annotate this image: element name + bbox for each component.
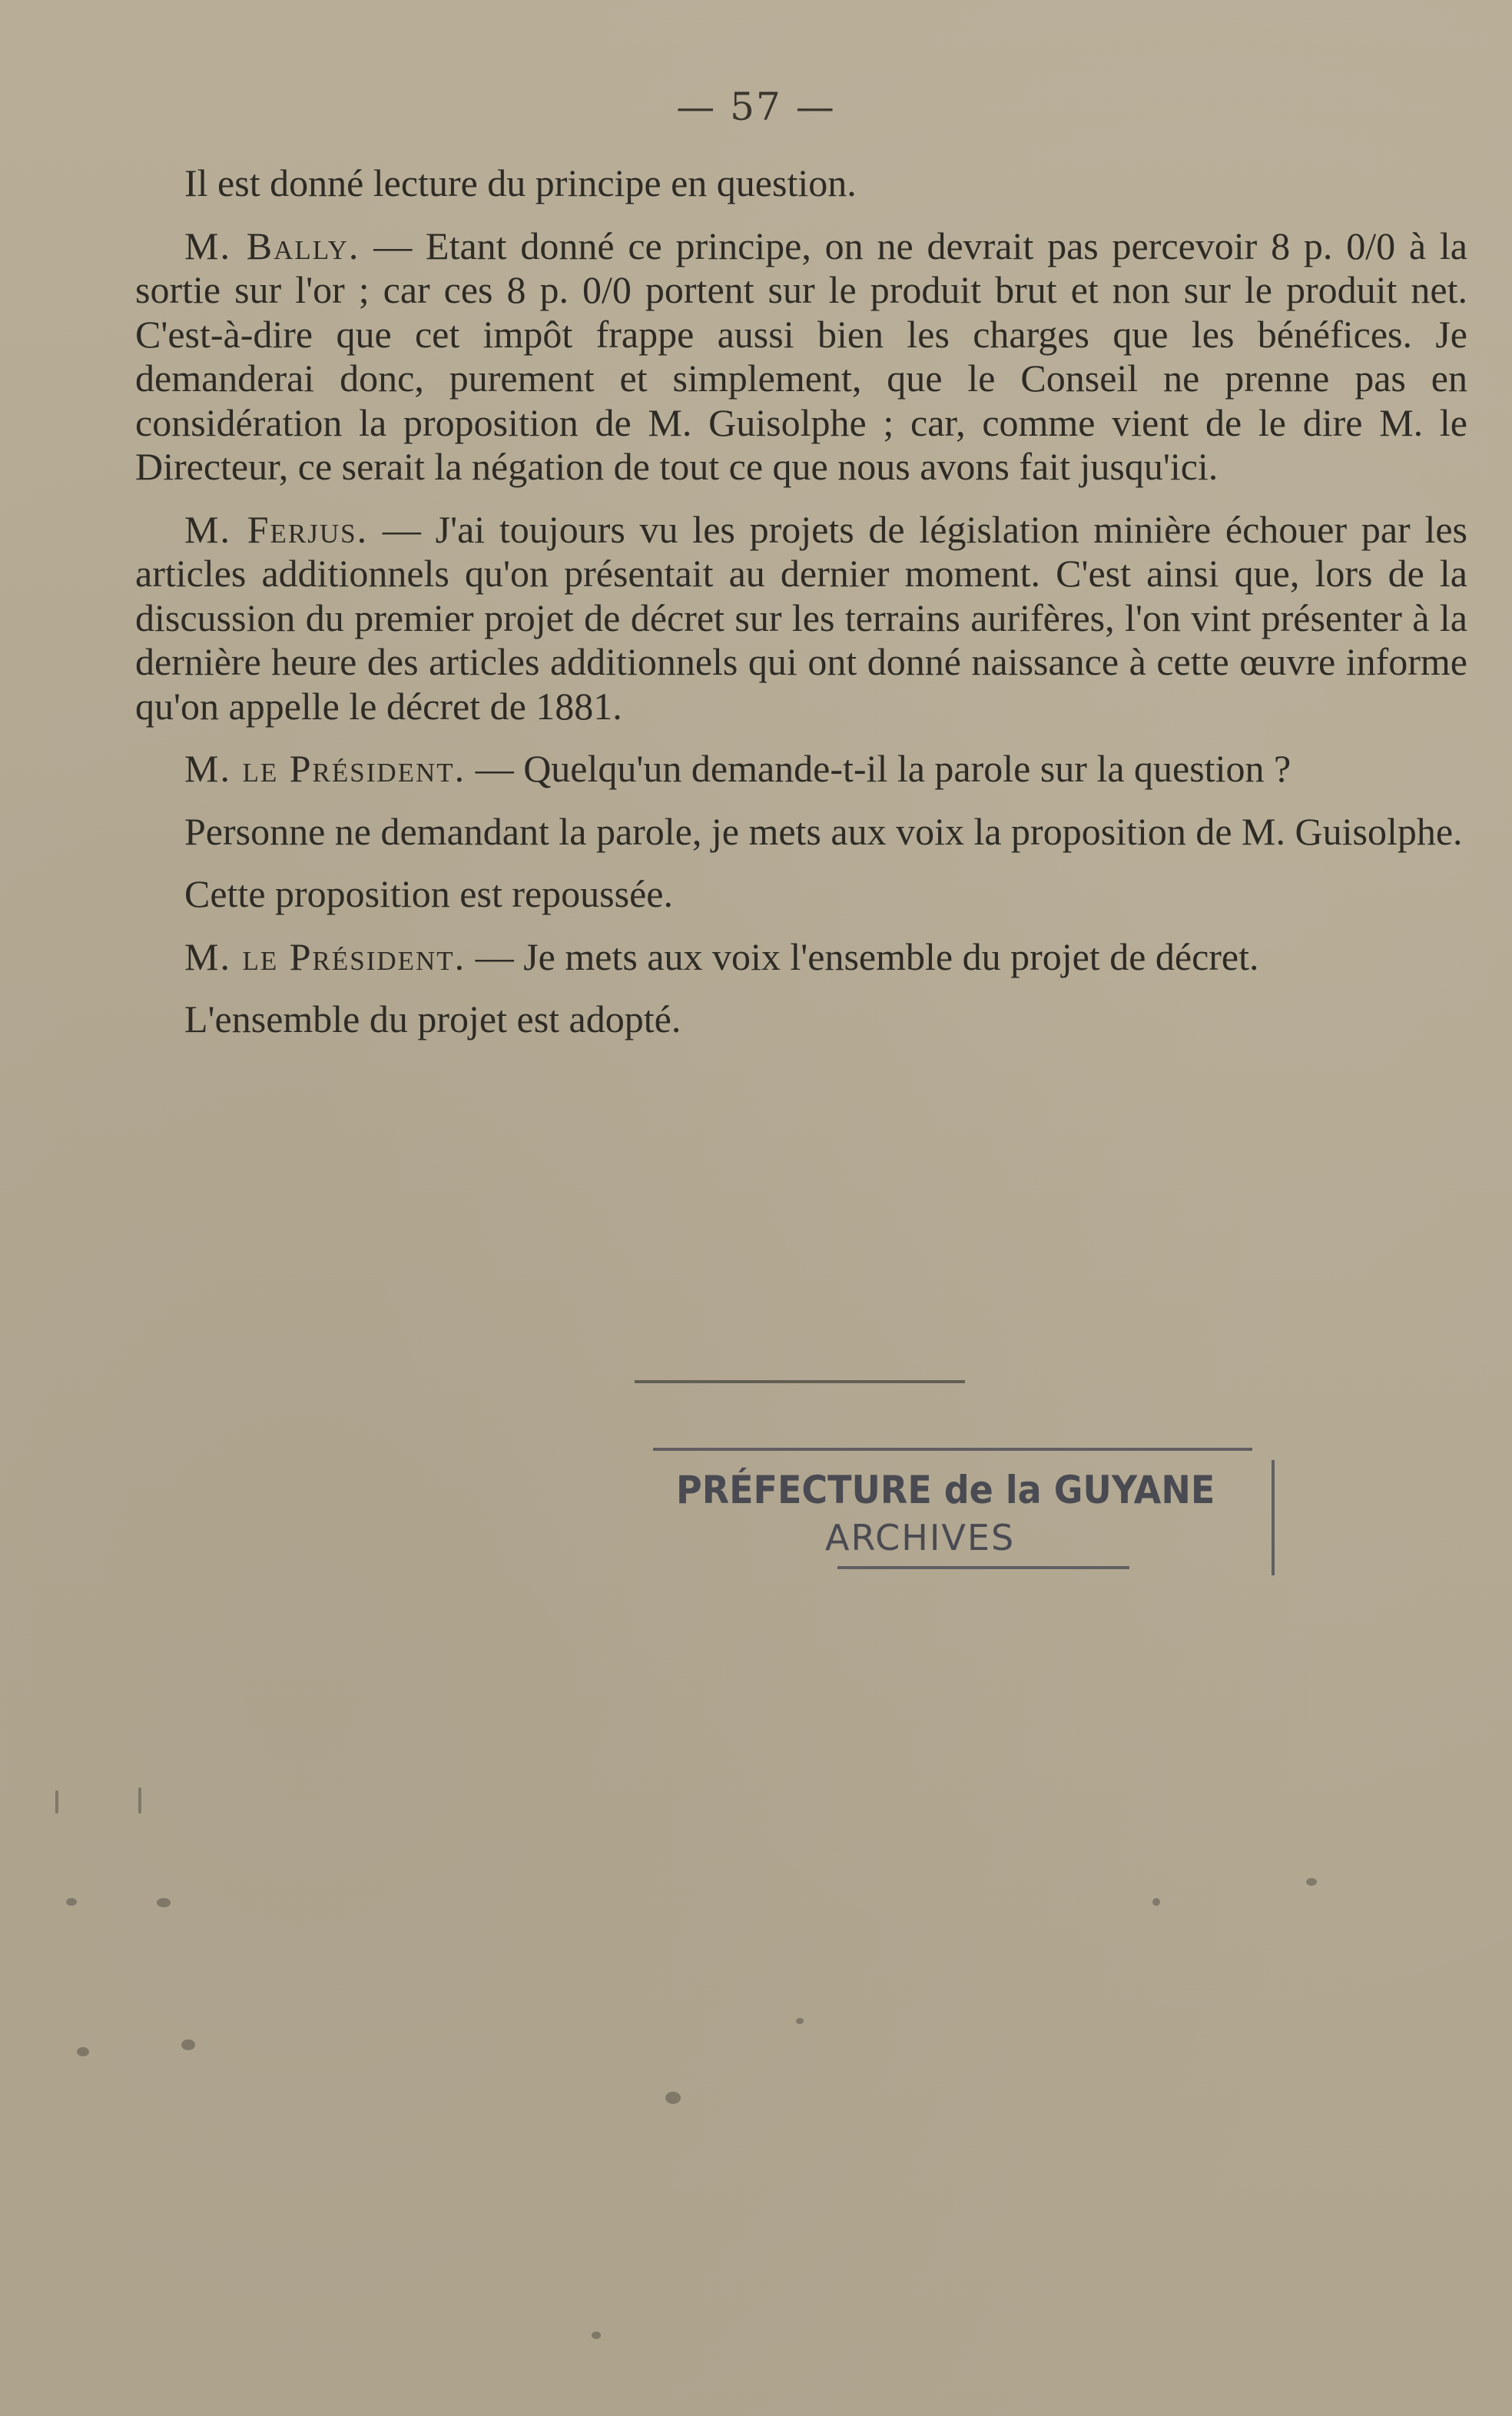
paragraph-text: L'ensemble du projet est adopté.: [184, 997, 681, 1040]
paragraph: [135, 224, 1467, 490]
speaker-name: M. le Président.: [184, 747, 466, 790]
stamp-archives-text: ARCHIVES: [825, 1517, 1016, 1558]
stamp-border-right: [1272, 1460, 1275, 1575]
paragraph-text: — Quelqu'un demande-t-il la parole sur la question ?: [466, 747, 1292, 790]
paragraph-text: Personne ne demandant la parole, je mets aux voix la proposition de M. Guisolphe.: [184, 809, 1463, 853]
stamp-border-top: [653, 1448, 1252, 1451]
separator-rule: [635, 1380, 965, 1383]
paper-speck: [181, 2039, 195, 2050]
paragraph: [135, 872, 1467, 917]
paragraph-text: — Je mets aux voix l'ensemble du projet de décret.: [466, 934, 1259, 978]
paragraph: [135, 747, 1467, 792]
paper-speck: [1152, 1898, 1160, 1906]
paper-speck: [592, 2331, 601, 2339]
archive-stamp: [645, 1440, 1283, 1594]
paragraph-text: — J'ai toujours vu les projets de législation minière échouer par les articles additionnels qu'on présentait au dernier moment. C'est ainsi que, lors de la discussion du premier projet de décret sur les terrains aurifères, l'on vint présenter à la dernière heure des articles additionnels qui ont donné naissance à cette œuvre informe qu'on appelle le décret de 1881.: [135, 507, 1467, 728]
paper-speck: [55, 1790, 58, 1814]
stamp-border-bottom: [837, 1566, 1129, 1569]
paper-speck: [77, 2047, 89, 2056]
paragraph: [135, 161, 1467, 206]
paragraph-text: Cette proposition est repoussée.: [184, 872, 673, 915]
paper-speck: [796, 2018, 804, 2024]
paragraph-text: Il est donné lecture du principe en question.: [184, 161, 857, 204]
paper-speck: [138, 1787, 141, 1814]
body-text: [135, 161, 1467, 1060]
paragraph: [135, 997, 1467, 1042]
paragraph: [135, 508, 1467, 729]
paper-speck: [665, 2092, 681, 2104]
paper-speck: [157, 1898, 171, 1907]
speaker-name: M. le Président.: [184, 934, 466, 978]
paragraph: [135, 810, 1467, 855]
stamp-prefecture-text: PRÉFECTURE de la GUYANE: [676, 1468, 1215, 1512]
paragraph-text: — Etant donné ce principe, on ne devrait pas percevoir 8 p. 0/0 à la sortie sur l'or ; car ces 8 p. 0/0 portent sur le produit brut et non sur le produit net. C'est-à-dire que cet impôt frappe aussi bien les charges que les bénéfices. Je demanderai donc, purement et simplement, que le Conseil ne prenne pas en considération la proposition de M. Guisolphe ; car, comme vient de le dire M. le Directeur, ce serait la négation de tout ce que nous avons fait jusqu'ici.: [135, 224, 1467, 488]
paragraph: [135, 935, 1467, 980]
speaker-name: M. Bally.: [184, 224, 360, 267]
paper-speck: [1306, 1878, 1317, 1886]
speaker-name: M. Ferjus.: [184, 507, 369, 551]
page-number: — 57 —: [676, 85, 836, 129]
paper-speck: [66, 1898, 77, 1906]
